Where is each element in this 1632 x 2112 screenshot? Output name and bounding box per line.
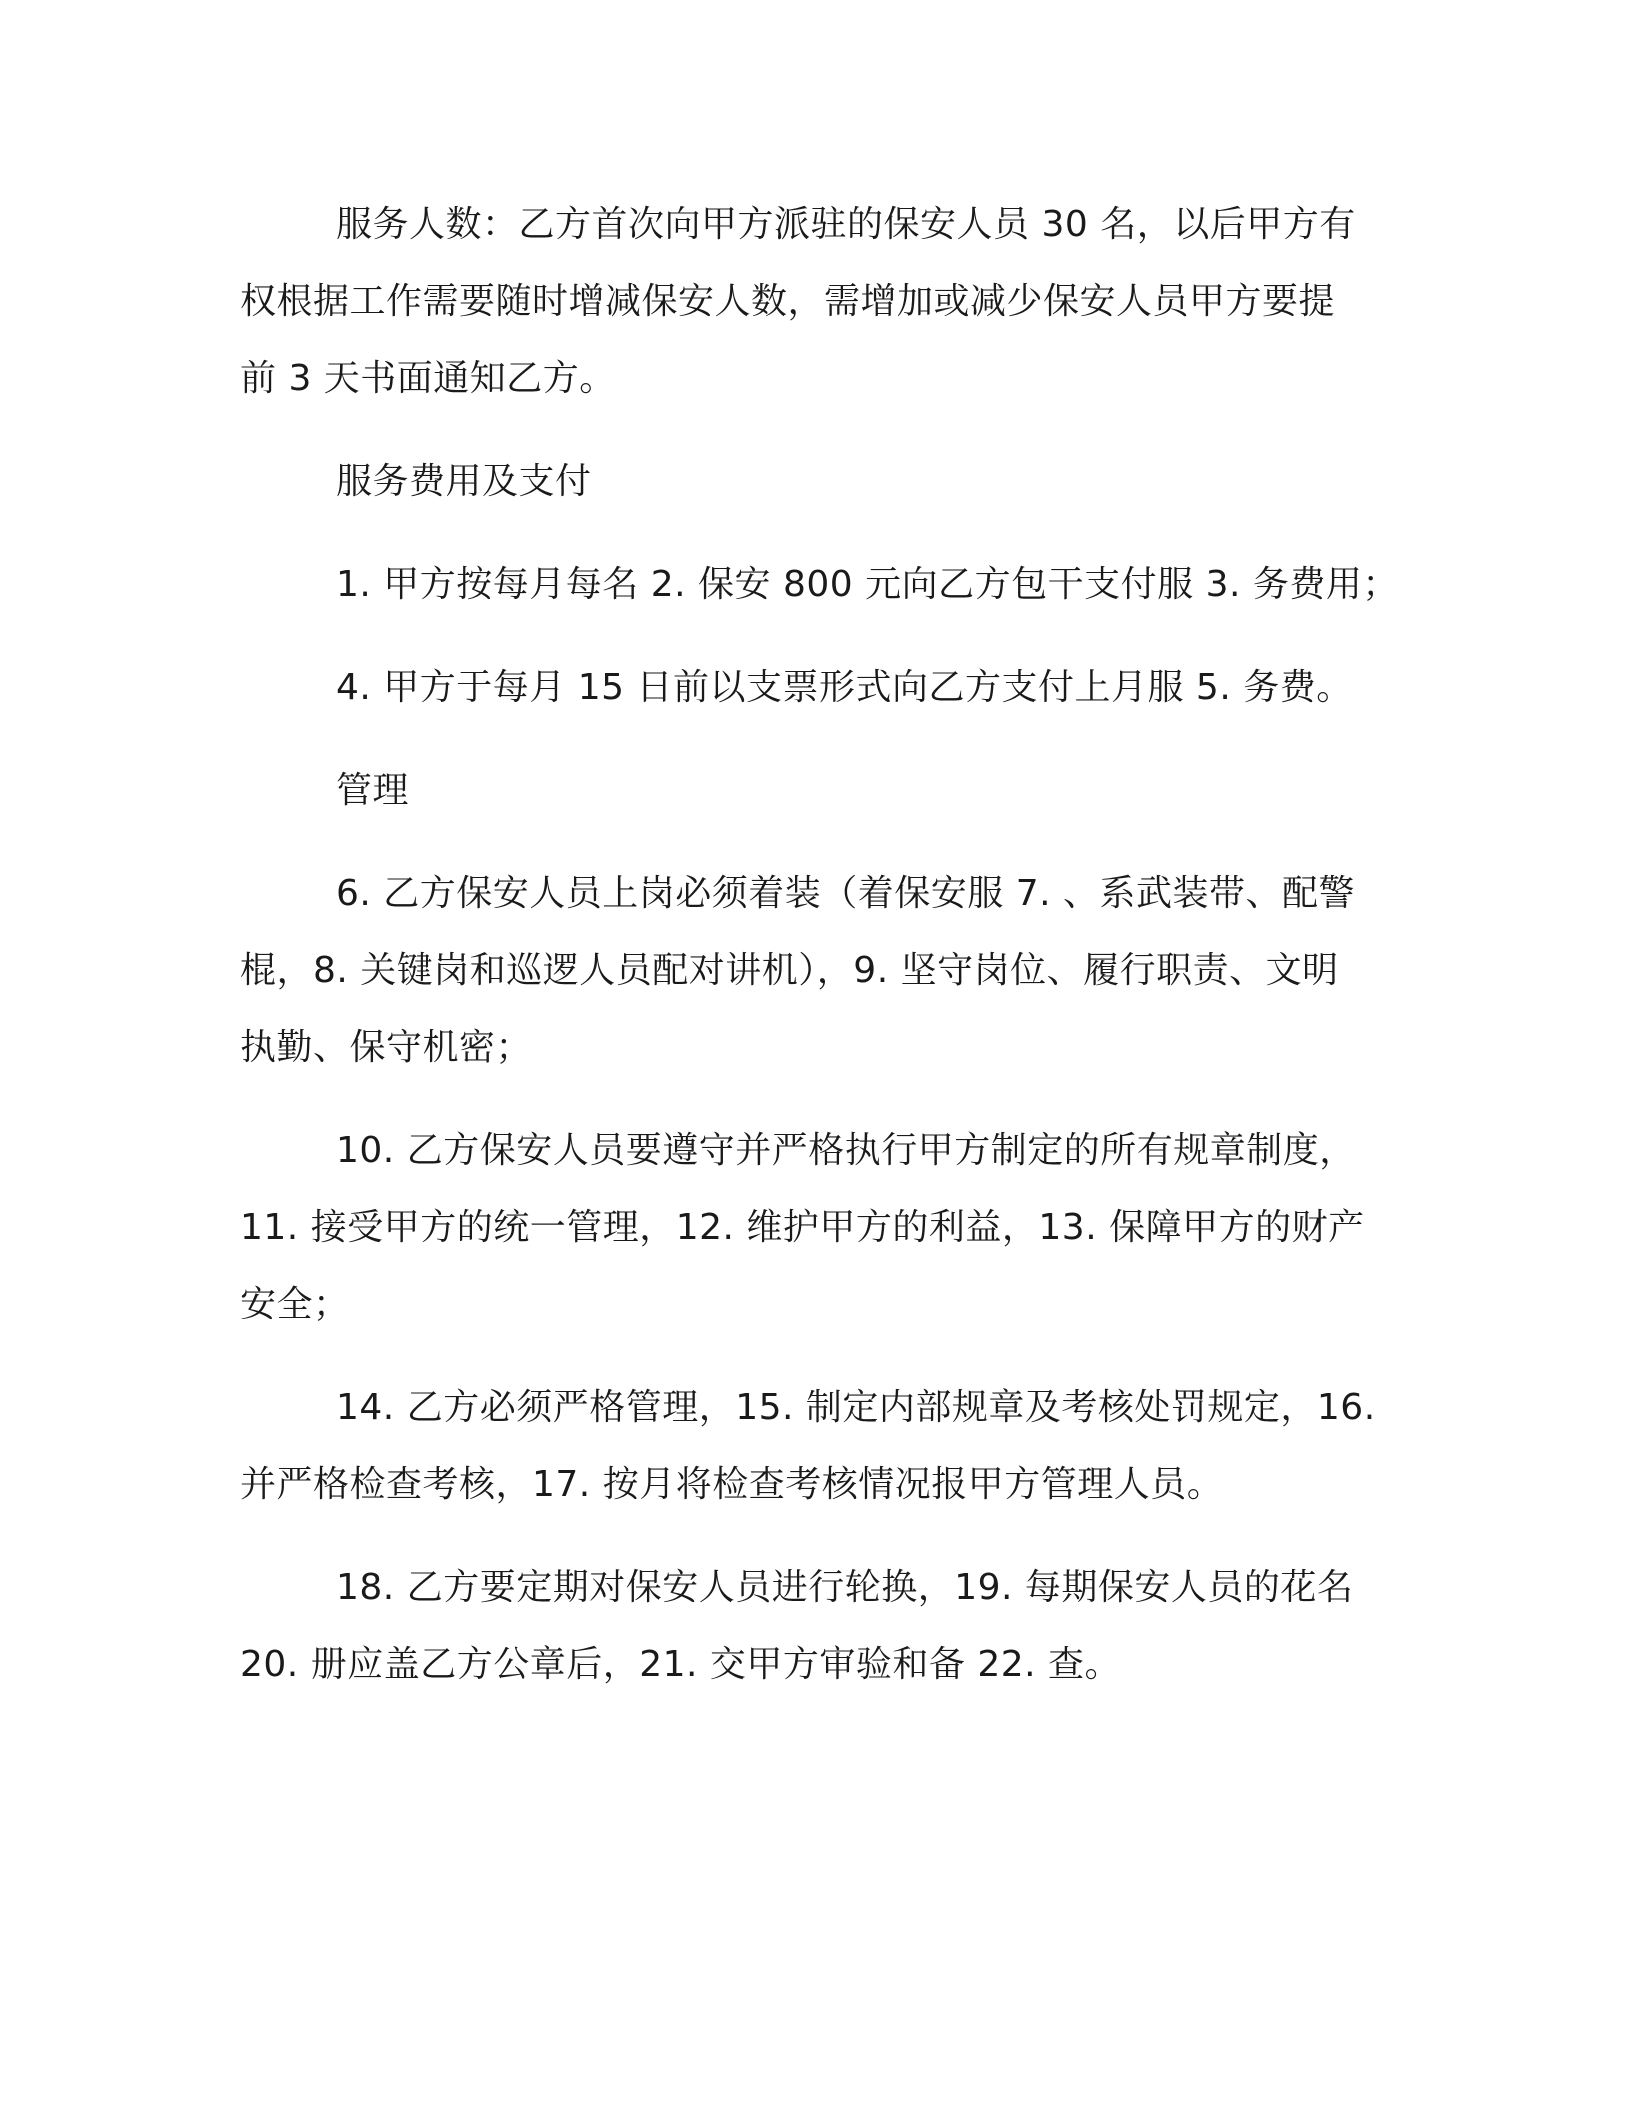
text-line: 并严格检查考核，17. 按月将检查考核情况报甲方管理人员。 — [240, 1464, 1224, 1505]
section-heading-management — [240, 752, 1370, 829]
text-line: 11. 接受甲方的统一管理，12. 维护甲方的利益，13. 保障甲方的财产 — [240, 1207, 1365, 1248]
text-line: 服务人数：乙方首次向甲方派驻的保安人员 30 名，以后甲方有 — [336, 204, 1356, 245]
text-line: 18. 乙方要定期对保安人员进行轮换，19. 每期保安人员的花名 — [336, 1567, 1354, 1608]
paragraph-management-item-18 — [240, 1549, 1370, 1703]
document-page — [240, 186, 1399, 1703]
paragraph-fee-item-4 — [240, 649, 1370, 726]
text-line: 棍，8. 关键岗和巡逻人员配对讲机），9. 坚守岗位、履行职责、文明 — [240, 950, 1339, 991]
section-heading-fees — [240, 443, 1370, 520]
text-line: 管理 — [336, 770, 410, 811]
text-line: 20. 册应盖乙方公章后，21. 交甲方审验和备 22. 查。 — [240, 1644, 1122, 1685]
text-line: 10. 乙方保安人员要遵守并严格执行甲方制定的所有规章制度， — [336, 1130, 1356, 1171]
text-line: 4. 甲方于每月 15 日前以支票形式向乙方支付上月服 5. 务费。 — [336, 667, 1353, 708]
text-line: 执勤、保守机密； — [240, 1027, 533, 1068]
text-line: 1. 甲方按每月每名 2. 保安 800 元向乙方包干支付服 3. 务费用； — [336, 564, 1399, 605]
paragraph-management-item-14 — [240, 1369, 1376, 1523]
text-line: 前 3 天书面通知乙方。 — [240, 358, 616, 399]
paragraph-management-item-6 — [240, 855, 1370, 1086]
paragraph-service-headcount — [240, 186, 1370, 417]
text-line: 服务费用及支付 — [336, 461, 592, 502]
paragraph-management-item-10 — [240, 1112, 1370, 1343]
text-line: 14. 乙方必须严格管理，15. 制定内部规章及考核处罚规定，16. — [336, 1387, 1376, 1428]
text-line: 安全； — [240, 1284, 350, 1325]
paragraph-fee-item-1 — [240, 546, 1399, 623]
text-line: 6. 乙方保安人员上岗必须着装（着保安服 7. 、系武装带、配警 — [336, 873, 1356, 914]
text-line: 权根据工作需要随时增减保安人数，需增加或减少保安人员甲方要提 — [240, 281, 1336, 322]
